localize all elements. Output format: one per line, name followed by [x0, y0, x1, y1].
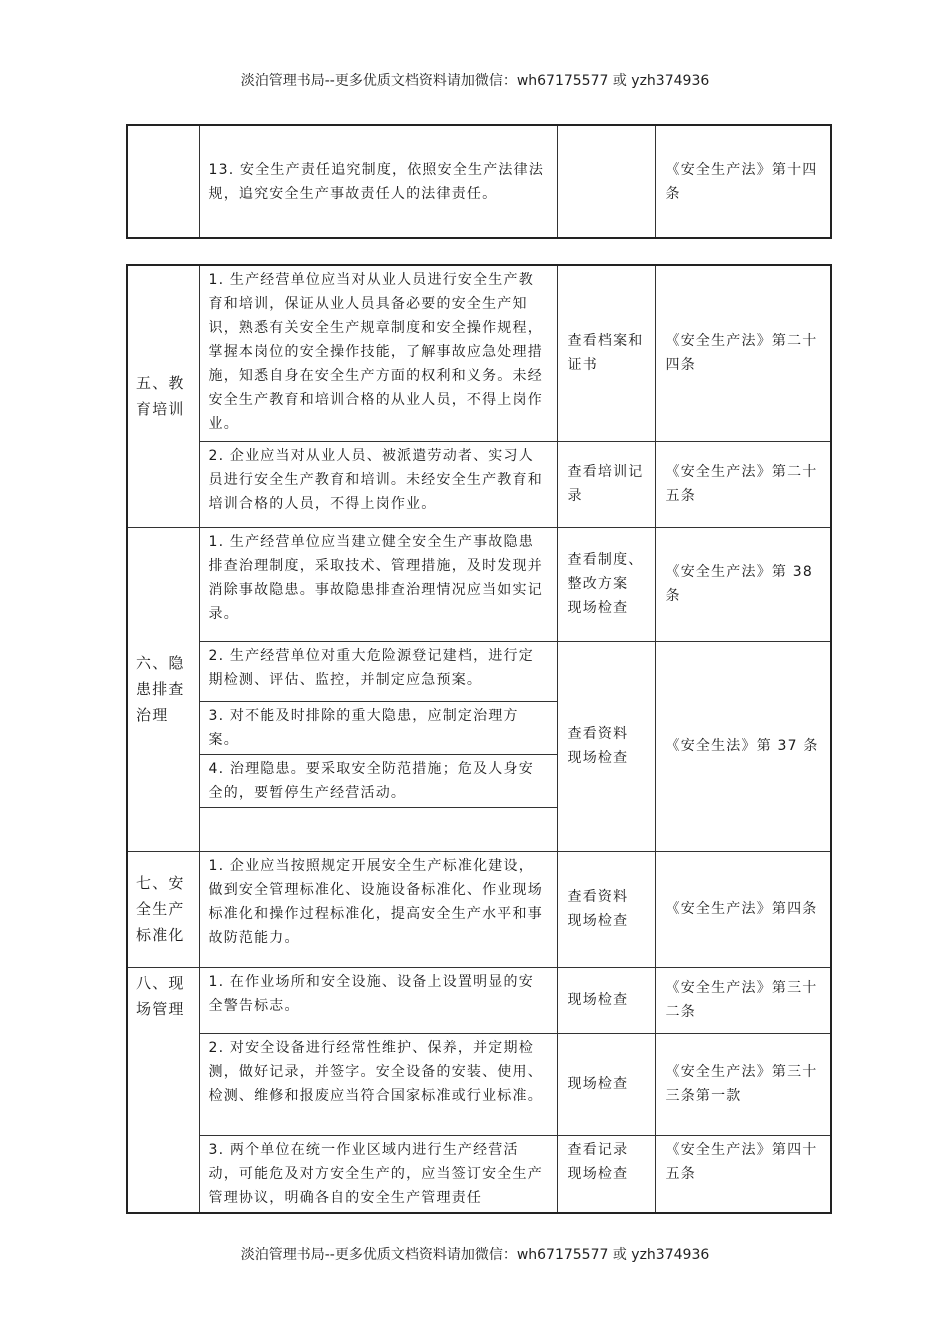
checklist-table	[126, 264, 832, 1214]
method-cell	[557, 125, 655, 238]
table-row	[127, 641, 831, 701]
basis-cell: 《安全生产法》第二十四条	[655, 265, 831, 441]
method-cell: 查看档案和证书	[557, 265, 655, 441]
table-row	[127, 265, 831, 441]
basis-cell: 《安全生产法》第三十三条第一款	[655, 1033, 831, 1135]
category-hazard-investigation: 六、隐患排查治理	[127, 527, 199, 851]
table-row	[127, 1135, 831, 1213]
table-row	[127, 851, 831, 967]
category-site-management: 八、现场管理	[127, 967, 199, 1213]
basis-cell: 《安全生产法》第十四条	[655, 125, 831, 238]
method-cell: 现场检查	[557, 967, 655, 1033]
page-header: 淡泊管理书局--更多优质文档资料请加微信：wh67175577 或 yzh374936	[240, 73, 710, 89]
content-cell: 1. 生产经营单位应当建立健全安全生产事故隐患排查治理制度，采取技术、管理措施，及时发现并消除事故隐患。事故隐患排查治理情况应当如实记录。	[199, 527, 557, 641]
content-cell: 4. 治理隐患。要采取安全防范措施；危及人身安全的，要暂停生产经营活动。	[199, 754, 557, 807]
table-row	[127, 1033, 831, 1135]
method-cell: 查看资料 现场检查	[557, 641, 655, 851]
method-cell: 查看培训记录	[557, 441, 655, 527]
table-row	[127, 527, 831, 641]
content-cell: 1. 企业应当按照规定开展安全生产标准化建设，做到安全管理标准化、设施设备标准化、作业现场标准化和操作过程标准化，提高安全生产水平和事故防范能力。	[199, 851, 557, 967]
content-cell: 1. 生产经营单位应当对从业人员进行安全生产教育和培训，保证从业人员具备必要的安全生产知识，熟悉有关安全生产规章制度和安全操作规程，掌握本岗位的安全操作技能，了解事故应急处理措施，知悉自身在安全生产方面的权利和义务。未经安全生产教育和培训合格的从业人员，不得上岗作业。	[199, 265, 557, 441]
content-cell: 13. 安全生产责任追究制度，依照安全生产法律法规，追究安全生产事故责任人的法律责任。	[199, 125, 557, 238]
category-safety-standardization: 七、安全生产标准化	[127, 851, 199, 967]
page-footer: 淡泊管理书局--更多优质文档资料请加微信：wh67175577 或 yzh374936	[240, 1247, 710, 1263]
table-row	[127, 125, 831, 238]
checklist-table-continued	[126, 124, 832, 239]
content-cell: 2. 生产经营单位对重大危险源登记建档，进行定期检测、评估、监控，并制定应急预案。	[199, 641, 557, 701]
category-education-training: 五、教育培训	[127, 265, 199, 527]
content-cell: 3. 两个单位在统一作业区域内进行生产经营活动，可能危及对方安全生产的，应当签订安全生产管理协议，明确各自的安全生产管理责任	[199, 1135, 557, 1213]
method-cell: 查看资料 现场检查	[557, 851, 655, 967]
content-cell	[199, 807, 557, 851]
table-row	[127, 441, 831, 527]
table-row	[127, 967, 831, 1033]
method-cell: 现场检查	[557, 1033, 655, 1135]
basis-cell: 《安全生产法》第二十五条	[655, 441, 831, 527]
content-cell: 2. 企业应当对从业人员、被派遣劳动者、实习人员进行安全生产教育和培训。未经安全生产教育和培训合格的人员，不得上岗作业。	[199, 441, 557, 527]
category-cell	[127, 125, 199, 238]
content-cell: 2. 对安全设备进行经常性维护、保养，并定期检测，做好记录，并签字。安全设备的安装、使用、检测、维修和报废应当符合国家标准或行业标准。	[199, 1033, 557, 1135]
content-cell: 3. 对不能及时排除的重大隐患，应制定治理方案。	[199, 701, 557, 754]
content-cell: 1. 在作业场所和安全设施、设备上设置明显的安全警告标志。	[199, 967, 557, 1033]
basis-cell: 《安全生产法》第四条	[655, 851, 831, 967]
method-cell: 查看记录 现场检查	[557, 1135, 655, 1213]
basis-cell: 《安全生产法》第三十二条	[655, 967, 831, 1033]
basis-cell: 《安全生产法》第四十五条	[655, 1135, 831, 1213]
method-cell: 查看制度、整改方案 现场检查	[557, 527, 655, 641]
basis-cell: 《安全生法》第 37 条	[655, 641, 831, 851]
basis-cell: 《安全生产法》第 38 条	[655, 527, 831, 641]
